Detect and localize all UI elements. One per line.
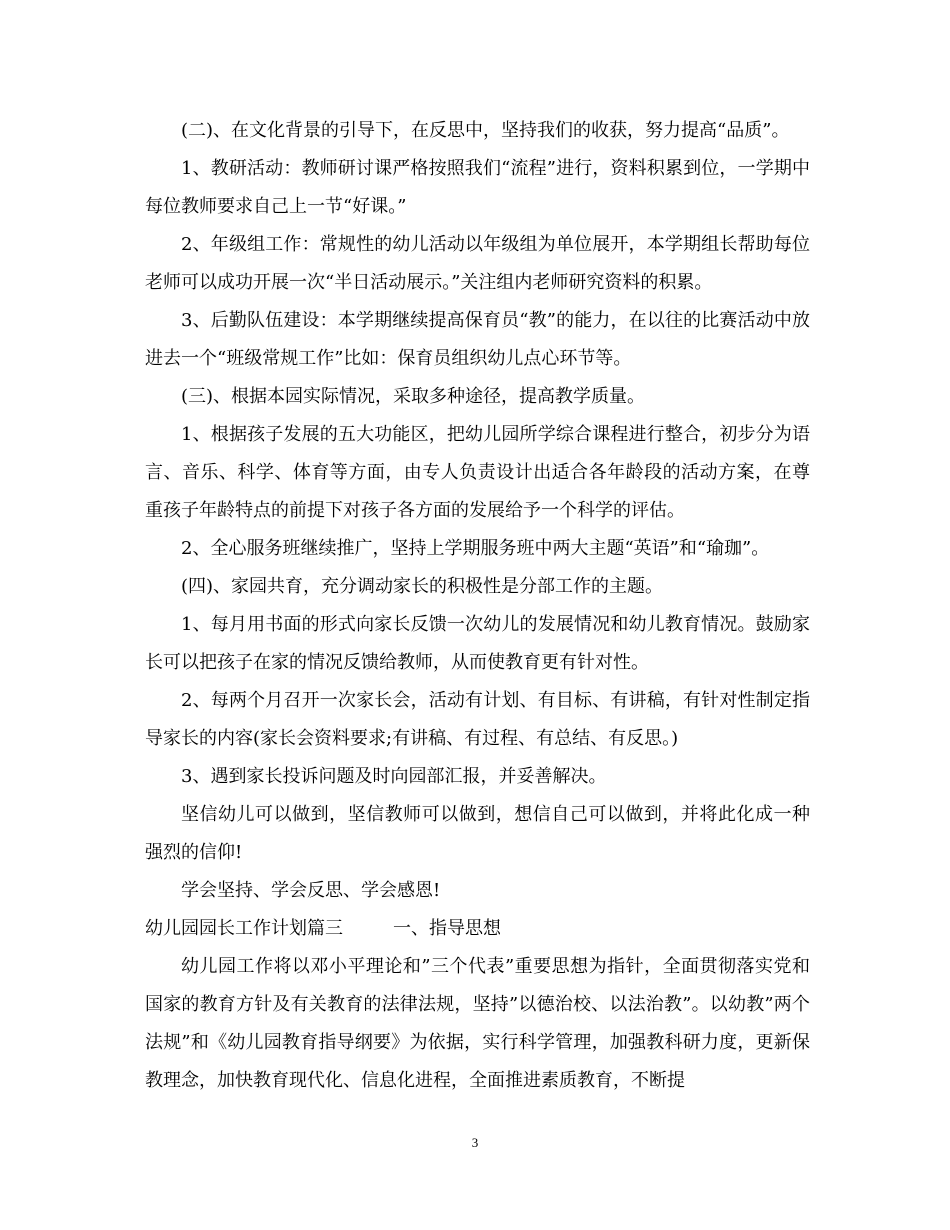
paragraph-curriculum-integration: 1、根据孩子发展的五大功能区，把幼儿园所学综合课程进行整合，初步分为语言、音乐、科学、体育等方面，由专人负责设计出适合各年龄段的活动方案，在尊重孩子年龄特点的前提下对孩子各方面的发展给予一个科学的评估。 <box>145 424 810 521</box>
page-number: 3 <box>471 1135 479 1150</box>
paragraph-belief: 坚信幼儿可以做到，坚信教师可以做到，想信自己可以做到，并将此化成一种强烈的信仰! <box>145 804 810 863</box>
paragraph-complaints: 3、遇到家长投诉问题及时向园部汇报，并妥善解决。 <box>181 766 607 787</box>
document-body <box>145 112 810 1100</box>
paragraph-teaching-research: 1、教研活动：教师研讨课严格按照我们“流程”进行，资料积累到位，一学期中每位教师要求自己上一节“好课。” <box>145 158 810 217</box>
section-title: 幼儿园园长工作计划篇三 <box>145 918 343 939</box>
paragraph-guiding-ideology: 幼儿园工作将以邓小平理论和”三个代表”重要思想为指针，全面贯彻落实党和国家的教育方针及有关教育的法律法规，坚持”以德治校、以法治教”。以幼教”两个法规”和《幼儿园教育指导纲要》为依据，实行科学管理，加强教科研力度，更新保教理念，加快教育现代化、信息化进程，全面推进素质教育，不断提 <box>145 956 810 1091</box>
paragraph-motto: 学会坚持、学会反思、学会感恩! <box>181 880 441 901</box>
paragraph-section-3-heading: (三)、根据本园实际情况，采取多种途径，提高教学质量。 <box>181 386 646 407</box>
section-heading-line <box>145 910 810 948</box>
paragraph-section-2-heading: (二)、在文化背景的引导下，在反思中，坚持我们的收获，努力提高“品质”。 <box>181 120 790 141</box>
paragraph-section-4-heading: (四)、家园共育，充分调动家长的积极性是分部工作的主题。 <box>181 576 664 597</box>
paragraph-grade-group-work: 2、年级组工作：常规性的幼儿活动以年级组为单位展开，本学期组长帮助每位老师可以成功开展一次“半日活动展示。”关注组内老师研究资料的积累。 <box>145 234 810 293</box>
paragraph-logistics-team: 3、后勤队伍建设：本学期继续提高保育员“教”的能力，在以往的比赛活动中放进去一个“班级常规工作”比如：保育员组织幼儿点心环节等。 <box>145 310 810 369</box>
paragraph-service-class: 2、全心服务班继续推广，坚持上学期服务班中两大主题“英语”和“瑜珈”。 <box>181 538 770 559</box>
paragraph-parent-meeting: 2、每两个月召开一次家长会，活动有计划、有目标、有讲稿，有针对性制定指导家长的内容(家长会资料要求;有讲稿、有过程、有总结、有反思。) <box>145 690 810 749</box>
paragraph-monthly-feedback: 1、每月用书面的形式向家长反馈一次幼儿的发展情况和幼儿教育情况。鼓励家长可以把孩子在家的情况反馈给教师，从而使教育更有针对性。 <box>145 614 810 673</box>
section-subtitle: 一、指导思想 <box>393 918 501 939</box>
